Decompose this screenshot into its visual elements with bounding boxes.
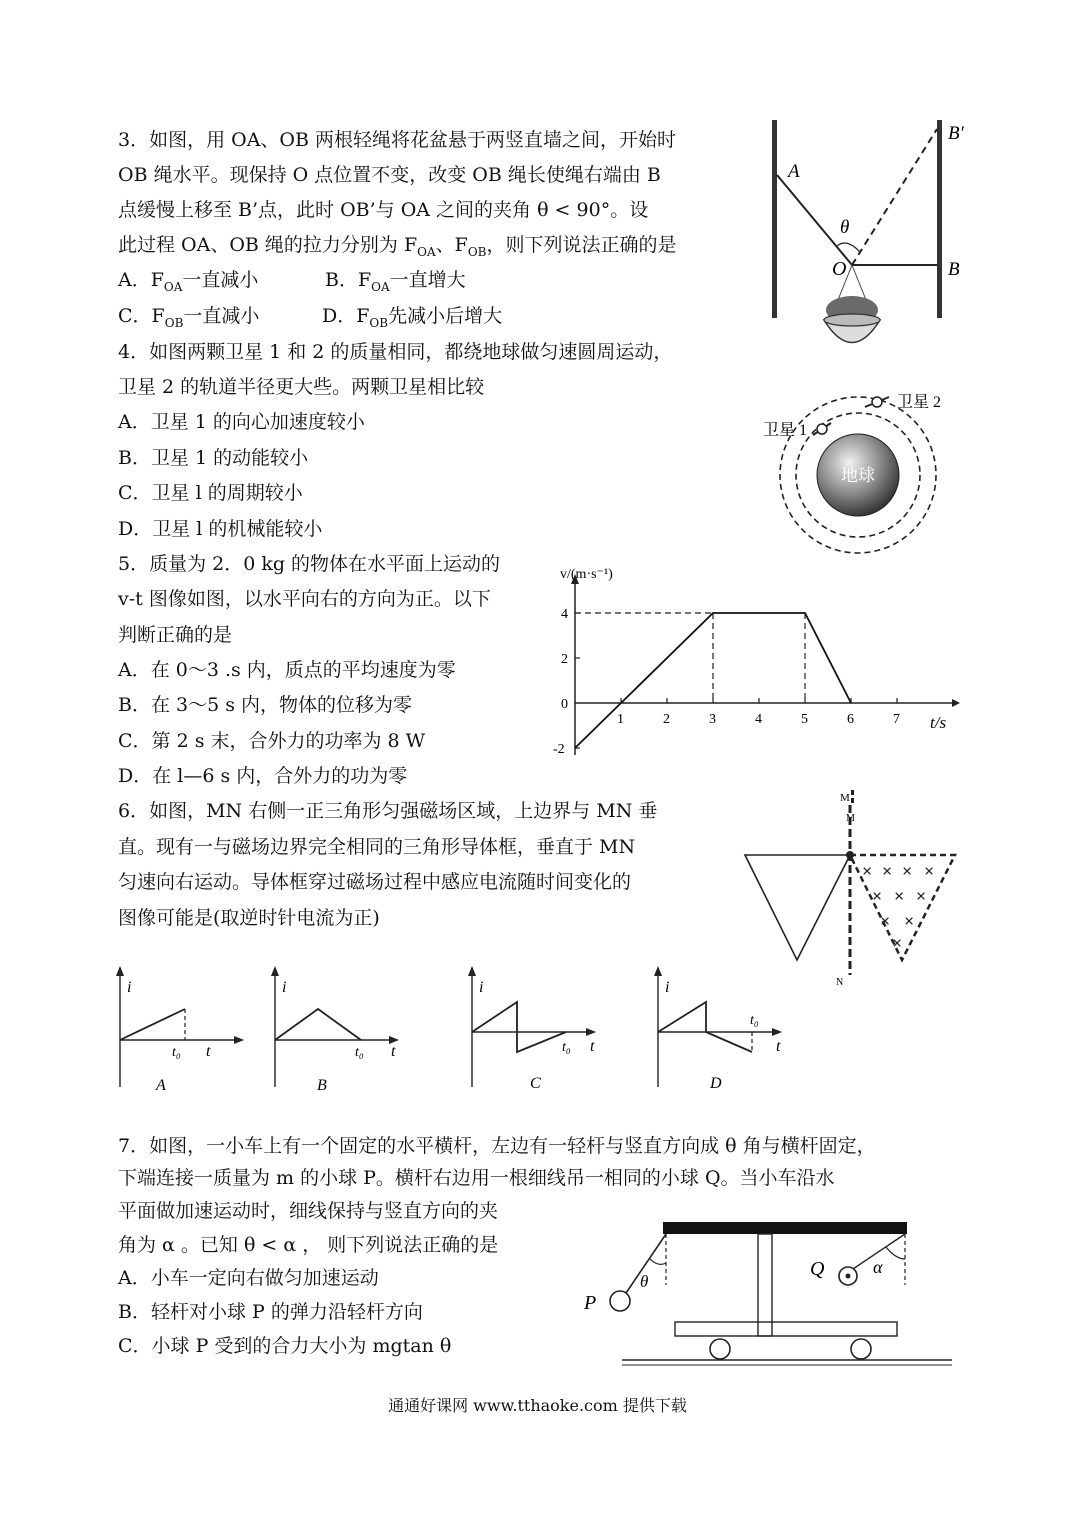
svg-text:t₀: t₀ — [172, 1045, 181, 1060]
label-q: Q — [810, 1258, 825, 1280]
q4-option-a: A．卫星 1 的向心加速度较小 — [118, 411, 365, 433]
right-wall — [937, 120, 942, 318]
svg-text:×: × — [904, 911, 915, 931]
q7-cart-figure — [578, 1215, 968, 1375]
svg-text:×: × — [882, 861, 893, 881]
cart-body — [675, 1322, 897, 1336]
q3-flowerpot-figure — [760, 115, 980, 365]
x-tick-label: 3 — [709, 712, 716, 727]
q5-vt-chart — [550, 560, 970, 775]
m-mark-top — [851, 790, 854, 795]
rope-ob-prime — [852, 129, 937, 265]
q7-option-b: B．轻杆对小球 P 的弹力沿轻杆方向 — [118, 1301, 423, 1323]
q3-line-2: OB 绳水平。现保持 O 点位置不变，改变 OB 绳长使绳右端由 B — [118, 164, 661, 186]
pot-rim — [824, 314, 880, 326]
q7-line-4: 角为 α 。已知 θ < α ， 则下列说法正确的是 — [118, 1234, 499, 1256]
graph-d-curve — [658, 1002, 752, 1052]
label-satellite-1: 卫星 1 — [763, 422, 808, 439]
label-satellite-2: 卫星 2 — [897, 394, 942, 411]
graph-c — [468, 966, 596, 1092]
x-tick-label: 7 — [893, 712, 900, 727]
y-axis-label: v/(m·s⁻¹) — [560, 567, 613, 582]
q3-option-a: A．$F_{OA}$一直减小 — [118, 269, 259, 294]
svg-text:i: i — [127, 979, 132, 996]
graph-b-curve — [275, 1009, 361, 1040]
y-tick-label: 2 — [561, 652, 568, 667]
x-tick-label: 2 — [663, 712, 670, 727]
label-m: M — [846, 813, 855, 824]
conductor-frame — [745, 855, 850, 960]
left-wheel — [710, 1339, 730, 1359]
label-n: N — [836, 977, 844, 988]
label-theta: θ — [840, 217, 850, 238]
x-tick-label: 6 — [847, 712, 854, 727]
q6-line-1: 6．如图，MN 右侧一正三角形匀强磁场区域，上边界与 MN 垂 — [118, 800, 658, 822]
label-b: B — [948, 259, 960, 280]
q6-line-2: 直。现有一与磁场边界完全相同的三角形导体框，垂直于 MN — [118, 836, 636, 858]
q4-option-b: B．卫星 1 的动能较小 — [118, 447, 309, 469]
x-tick-label: 1 — [617, 712, 624, 727]
q5-line-1: 5．质量为 2．0 kg 的物体在水平面上运动的 — [118, 553, 501, 575]
q5-option-d: D．在 l—6 s 内，合外力的功为零 — [118, 765, 408, 787]
crossbar — [663, 1222, 907, 1234]
q6-answer-graphs — [100, 962, 980, 1102]
svg-text:×: × — [894, 886, 905, 906]
alpha-arc — [886, 1247, 905, 1259]
q3-option-b: B．$F_{OA}$一直增大 — [325, 269, 466, 294]
field-crosses — [862, 861, 934, 953]
theta-arc — [650, 1259, 666, 1264]
chart-axes — [571, 574, 960, 755]
svg-text:t₀: t₀ — [355, 1045, 364, 1060]
q4-satellite-figure — [755, 385, 965, 560]
q7-line-3: 平面做加速运动时，细线保持与竖直方向的夹 — [118, 1200, 499, 1222]
svg-text:t: t — [776, 1038, 781, 1055]
q4-option-d: D．卫星 l 的机械能较小 — [118, 518, 323, 540]
svg-text:×: × — [924, 861, 935, 881]
svg-text:×: × — [880, 911, 891, 931]
q3-line-4: 此过程 OA、OB 绳的拉力分别为 $F_{OA}$、$F_{OB}$，则下列说法正确的是 — [118, 234, 677, 259]
svg-text:×: × — [902, 861, 913, 881]
label-b-prime: B′ — [948, 123, 964, 144]
svg-text:×: × — [892, 933, 903, 953]
right-wheel — [851, 1339, 871, 1359]
label-theta: θ — [640, 1272, 649, 1291]
svg-text:t₀: t₀ — [750, 1013, 759, 1028]
svg-text:t: t — [391, 1043, 396, 1060]
label-o: O — [832, 258, 847, 280]
y-tick-label: -2 — [553, 742, 565, 757]
graph-b-label: B — [317, 1077, 327, 1094]
q4-line-1: 4．如图两颗卫星 1 和 2 的质量相同，都绕地球做匀速圆周运动， — [118, 341, 673, 363]
graph-c-curve — [472, 1002, 566, 1052]
q3-line-3: 点缓慢上移至 B’点，此时 OB’与 OA 之间的夹角 θ < 90°。设 — [118, 199, 649, 221]
svg-text:i: i — [479, 979, 484, 996]
q3-option-d: D．$F_{OB}$先减小后增大 — [322, 305, 503, 330]
graph-a — [116, 966, 244, 1094]
graph-c-label: C — [530, 1075, 541, 1092]
q7-line-1: 7．如图，一小车上有一个固定的水平横杆，左边有一轻杆与竖直方向成 θ 角与横杆固定， — [118, 1135, 876, 1157]
y-tick-label: 0 — [561, 697, 568, 712]
x-axis-label: t/s — [930, 713, 947, 732]
svg-text:×: × — [862, 861, 873, 881]
ball-p — [610, 1291, 630, 1311]
x-axis-arrow — [952, 699, 960, 707]
q5-line-3: 判断正确的是 — [118, 624, 233, 646]
graph-a-label: A — [156, 1077, 166, 1094]
earth-label: 地球 — [841, 466, 875, 485]
label-alpha: α — [873, 1257, 883, 1277]
y-tick-label: 4 — [561, 607, 568, 622]
svg-text:i: i — [282, 979, 287, 996]
m-mark-bottom — [851, 798, 854, 803]
x-tick-label: 5 — [801, 712, 808, 727]
label-p: P — [584, 1292, 597, 1314]
q5-line-2: v-t 图像如图，以水平向右的方向为正。以下 — [118, 588, 491, 610]
q5-option-b: B．在 3～5 s 内，物体的位移为零 — [118, 694, 413, 716]
svg-text:t: t — [206, 1043, 211, 1060]
graph-d-label: D — [710, 1075, 722, 1092]
q4-option-c: C．卫星 l 的周期较小 — [118, 482, 303, 504]
graph-a-curve — [120, 1009, 185, 1040]
cart-pillar — [758, 1234, 772, 1336]
q3-line-1: 3．如图，用 OA、OB 两根轻绳将花盆悬于两竖直墙之间，开始时 — [118, 129, 677, 151]
q7-line-2: 下端连接一质量为 m 的小球 P。横杆右边用一根细线吊一相同的小球 Q。当小车沿水 — [118, 1167, 835, 1189]
svg-text:t: t — [590, 1038, 595, 1055]
q7-option-c: C．小球 P 受到的合力大小为 mgtan θ — [118, 1335, 452, 1357]
label-m-top: M — [840, 792, 850, 804]
q3-option-c: C．$F_{OB}$一直减小 — [118, 305, 260, 330]
q4-line-2: 卫星 2 的轨道半径更大些。两颗卫星相比较 — [118, 376, 485, 398]
x-tick-label: 4 — [755, 712, 762, 727]
q7-option-a: A．小车一定向右做匀加速运动 — [118, 1267, 379, 1289]
q6-line-4: 图像可能是(取逆时针电流为正) — [118, 907, 380, 929]
svg-text:×: × — [872, 886, 883, 906]
graph-d — [654, 966, 782, 1092]
q6-magnetic-field-figure — [740, 785, 970, 990]
q5-option-c: C．第 2 s 末，合外力的功率为 8 W — [118, 730, 426, 752]
q5-option-a: A．在 0～3 .s 内，质点的平均速度为零 — [118, 659, 456, 681]
svg-text:i: i — [665, 979, 670, 996]
left-wall — [772, 120, 777, 318]
label-a: A — [788, 161, 800, 182]
svg-text:t₀: t₀ — [562, 1040, 571, 1055]
q6-line-3: 匀速向右运动。导体框穿过磁场过程中感应电流随时间变化的 — [118, 871, 632, 893]
page-footer: 通通好课网 www.tthaoke.com 提供下载 — [388, 1396, 687, 1415]
graph-b — [271, 966, 399, 1094]
svg-text:×: × — [916, 886, 927, 906]
